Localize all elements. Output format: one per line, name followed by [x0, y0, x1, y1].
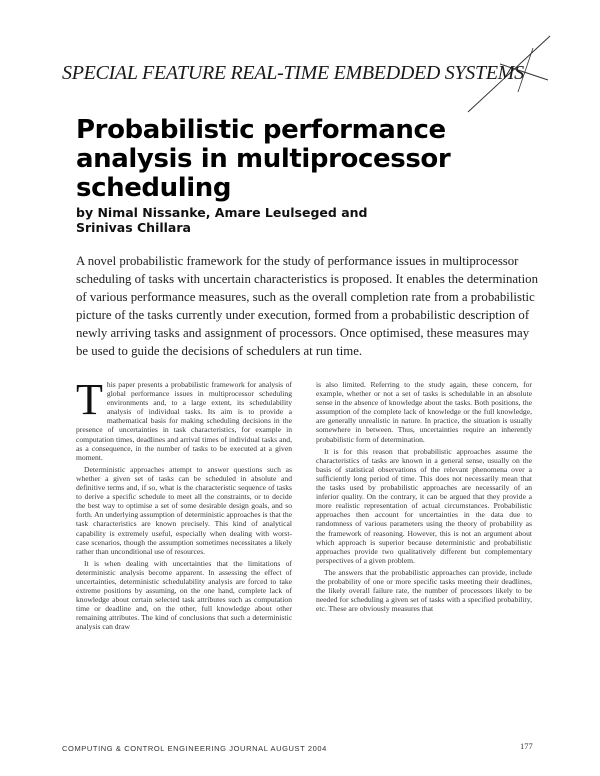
paragraph-text: his paper presents a probabilistic framework for analysis of global performance issues in multiprocessor scheduling environments and, to a large extent, its schedulability analysis of individual tasks. Its aim is to provide a mathematical basis for making scheduling decisions in the presence of uncertainties in task characteristics, for example in computation times, deadlines and arrival times of individual tasks and, as a consequence, in the number of tasks to be executed at a given moment. — [76, 380, 292, 462]
article-abstract: A novel probabilistic framework for the study of performance issues in multiprocessor scheduling of tasks with uncertain characteristics is proposed. It enables the determination of various performance measures, such as the overall completion rate from a probabilistic picture of the tasks currently under execution, formed from a probabilistic description of newly arriving tasks and assignment of processors. Once optimised, these measures may be used to guide the decisions of schedulers at run time. — [76, 254, 538, 358]
article-authors — [76, 205, 476, 235]
body-column-right — [316, 380, 532, 616]
article-title: Probabilistic performance analysis in multiprocessor scheduling — [76, 115, 451, 203]
body-column-left — [76, 375, 292, 635]
special-feature-heading: SPECIAL FEATURE REAL-TIME EMBEDDED SYSTEMS — [62, 62, 524, 84]
body-paragraph — [76, 375, 292, 462]
body-paragraph: The answers that the probabilistic approaches can provide, include the probability of one or more specific tasks meeting their deadlines, the likely overall failure rate, the number of processors likely to be needed for scheduling a given set of tasks with a specified probability, etc. These are obviously measures that — [316, 567, 532, 614]
body-paragraph: is also limited. Referring to the study again, these concern, for example, whether or not a set of tasks is schedulable in an absolute sense in the absence of knowledge about the tasks. Both positions, the assumption of the complete lack of knowledge or the full knowledge, are generally unrealistic in nature. In practice, the situation is usually somewhere in between. Thus, uncertainties require an inherently probabilistic form of determination. — [316, 380, 532, 444]
body-paragraph: It is when dealing with uncertainties that the limitations of deterministic analysis become apparent. In assessing the effect of uncertainties, deterministic schedulability analysis are forced to take extreme positions by assuming, on the one hand, complete lack of knowledge about certain selected task attributes such as computation time or deadline and, on the other, full knowledge about other remaining attributes. The kind of conclusions that such a deterministic analysis can draw — [76, 558, 292, 632]
body-paragraph: Deterministic approaches attempt to answer questions such as whether a given set of tasks can be scheduled in absolute and definitive terms and, if so, what is the characteristic sequence of tasks to derive a specific schedule to meet all the constraints, or to decide the best way to optimise a set of some desirable design goals, and so forth. An underlying assumption of deterministic approaches is that the task characteristics are known precisely. This kind of analytical capability is extremely useful, especially when dealing with worst-case scenarios, though the assumption sometimes necessitates a likely rather than unconditional use of resources. — [76, 464, 292, 556]
drop-cap: T — [76, 375, 103, 424]
authors-line-2: Srinivas Chillara — [76, 220, 191, 235]
body-paragraph: It is for this reason that probabilistic approaches assume the characteristics of tasks are known in a general sense, usually on the basis of statistical observations of the relevant phenomena over a sufficiently long period of time. This does not necessarily mean that the tasks used by probabilistic approaches are necessarily of an inferior quality. On the contrary, it can be argued that they provide a more realistic representation of actual circumstances. Probabilistic approaches then account for uncertainties in the data due to randomness of various parameters using the theory of probability as the framework of reasoning. However, this is not an argument about which approach is superior because deterministic and probabilistic approaches provide two qualitatively different but complementary perspectives of a given problem. — [316, 446, 532, 565]
page-number: 177 — [520, 741, 533, 751]
journal-footer: COMPUTING & CONTROL ENGINEERING JOURNAL AUGUST 2004 — [62, 744, 327, 753]
authors-line-1: by Nimal Nissanke, Amare Leulseged and — [76, 205, 368, 220]
